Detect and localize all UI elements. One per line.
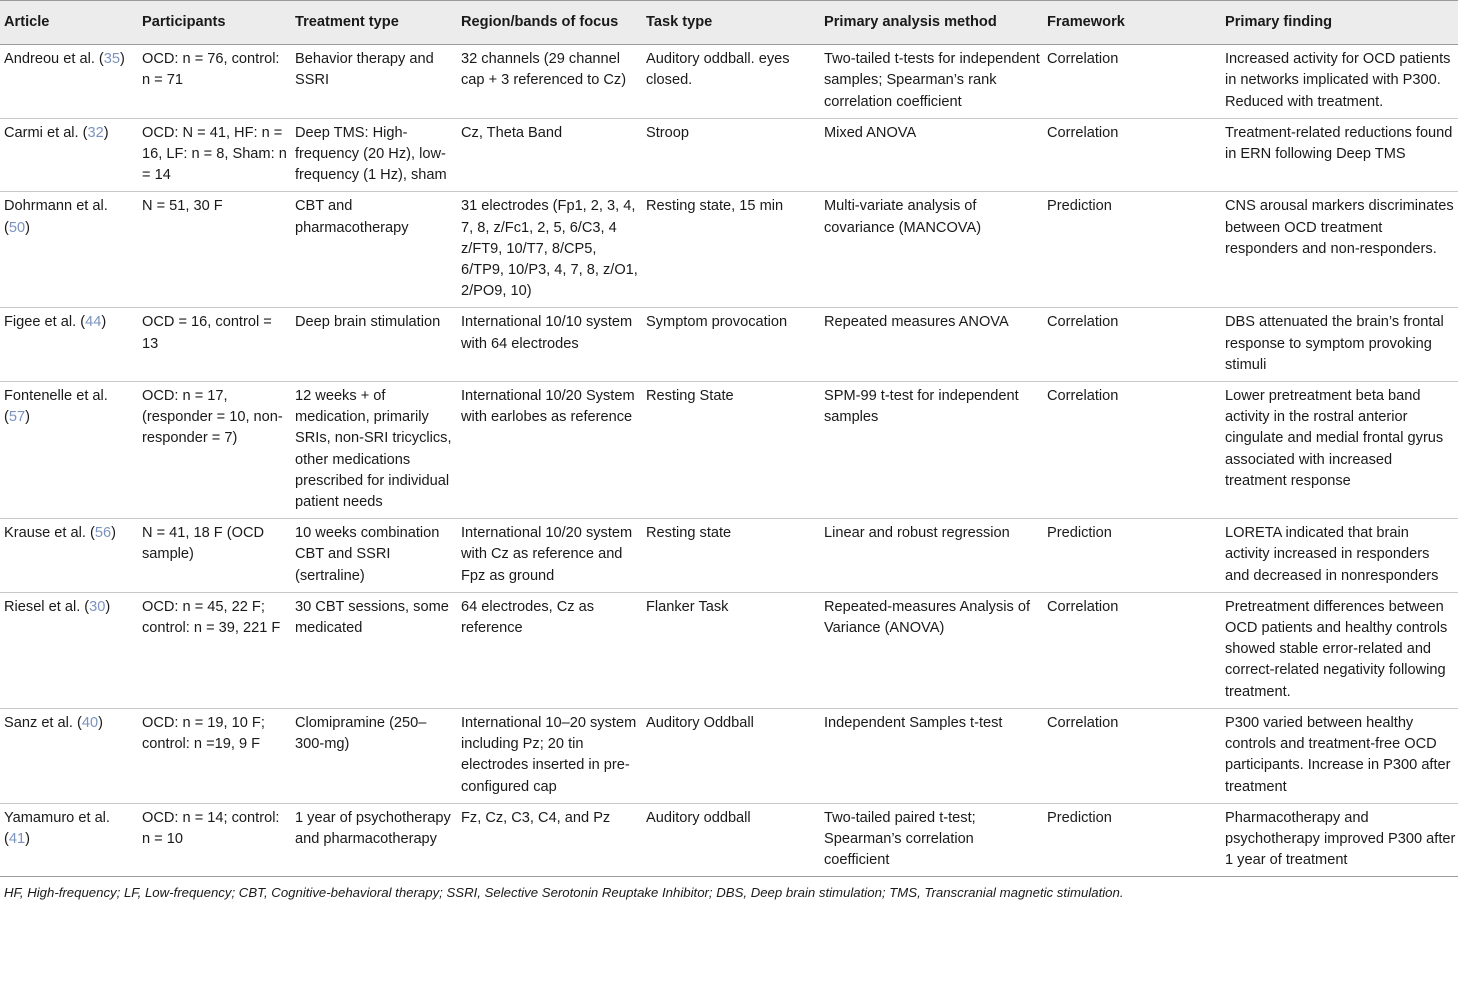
header-region: Region/bands of focus [457, 1, 642, 45]
table-row [0, 45, 1458, 119]
article-paren: ) [103, 124, 109, 141]
reference-link[interactable]: 35 [103, 51, 121, 68]
article-author: Yamamuro et al. ( [4, 809, 110, 847]
article-author: Fontenelle et al. ( [4, 388, 108, 426]
analysis-method-cell: Linear and robust regression [820, 519, 1043, 593]
article-paren: ) [25, 830, 30, 847]
article-cell [0, 803, 138, 877]
finding-cell: P300 varied between healthy controls and treatment-free OCD participants. Increase in P300 after treatment [1221, 708, 1458, 803]
header-primary-finding: Primary finding [1221, 1, 1458, 45]
framework-cell: Correlation [1043, 118, 1221, 192]
participants-cell: N = 51, 30 F [138, 192, 291, 308]
table-footnote: HF, High-frequency; LF, Low-frequency; CBT, Cognitive-behavioral therapy; SSRI, Selective Serotonin Reuptake Inhibitor; DBS, Deep brain stimulation; TMS, Transcranial magnetic stimulation. [4, 885, 1124, 901]
article-author: Figee et al. ( [4, 314, 86, 331]
treatment-cell: Deep brain stimulation [291, 308, 457, 382]
framework-cell: Correlation [1043, 708, 1221, 803]
treatment-cell: 10 weeks combination CBT and SSRI (sertraline) [291, 519, 457, 593]
participants-cell: OCD: N = 41, HF: n = 16, LF: n = 8, Sham: n = 14 [138, 118, 291, 192]
article-cell [0, 192, 138, 308]
framework-cell: Correlation [1043, 308, 1221, 382]
table-header [0, 1, 1458, 45]
article-author: Sanz et al. ( [4, 714, 82, 731]
participants-cell: N = 41, 18 F (OCD sample) [138, 519, 291, 593]
article-author: Andreou et al. ( [4, 51, 104, 68]
participants-cell: OCD: n = 19, 10 F; control: n =19, 9 F [138, 708, 291, 803]
article-cell [0, 592, 138, 708]
reference-link[interactable]: 40 [81, 714, 99, 731]
reference-link[interactable]: 50 [8, 219, 26, 236]
finding-cell: CNS arousal markers discriminates between OCD treatment responders and non-responders. [1221, 192, 1458, 308]
header-analysis-method: Primary analysis method [820, 1, 1043, 45]
header-treatment-type: Treatment type [291, 1, 457, 45]
participants-cell: OCD: n = 14; control: n = 10 [138, 803, 291, 877]
analysis-method-cell: Independent Samples t-test [820, 708, 1043, 803]
article-cell [0, 708, 138, 803]
task-type-cell: Resting State [642, 382, 820, 519]
article-author: Krause et al. ( [4, 525, 95, 542]
article-paren: ) [111, 525, 116, 542]
finding-cell: Increased activity for OCD patients in networks implicated with P300. Reduced with treatment. [1221, 45, 1458, 119]
treatment-cell: Clomipramine (250–300-mg) [291, 708, 457, 803]
participants-cell: OCD: n = 17, (responder = 10, non-responder = 7) [138, 382, 291, 519]
reference-link[interactable]: 32 [87, 124, 104, 141]
finding-cell: Pretreatment differences between OCD patients and healthy controls showed stable error-related and correct-related negativity following treatment. [1221, 592, 1458, 708]
article-cell [0, 118, 138, 192]
task-type-cell: Symptom provocation [642, 308, 820, 382]
treatment-cell: 12 weeks + of medication, primarily SRIs, non-SRI tricyclics, other medications prescribed for individual patient needs [291, 382, 457, 519]
reference-link[interactable]: 30 [89, 598, 106, 615]
analysis-method-cell: Repeated-measures Analysis of Variance (ANOVA) [820, 592, 1043, 708]
finding-cell: LORETA indicated that brain activity increased in responders and decreased in nonresponders [1221, 519, 1458, 593]
header-framework: Framework [1043, 1, 1221, 45]
analysis-method-cell: SPM-99 t-test for independent samples [820, 382, 1043, 519]
article-cell [0, 519, 138, 593]
article-author: Carmi et al. ( [4, 124, 88, 141]
framework-cell: Correlation [1043, 45, 1221, 119]
analysis-method-cell: Repeated measures ANOVA [820, 308, 1043, 382]
header-task-type: Task type [642, 1, 820, 45]
task-type-cell: Resting state, 15 min [642, 192, 820, 308]
article-paren: ) [120, 51, 125, 68]
region-cell: International 10/20 System with earlobes as reference [457, 382, 642, 519]
header-row [0, 1, 1458, 45]
article-author: Dohrmann et al. ( [4, 198, 108, 236]
analysis-method-cell: Two-tailed t-tests for independent samples; Spearman’s rank correlation coefficient [820, 45, 1043, 119]
analysis-method-cell: Multi-variate analysis of covariance (MANCOVA) [820, 192, 1043, 308]
treatment-cell: CBT and pharmacotherapy [291, 192, 457, 308]
finding-cell: Treatment-related reductions found in ERN following Deep TMS [1221, 118, 1458, 192]
reference-link[interactable]: 41 [8, 830, 26, 847]
task-type-cell: Resting state [642, 519, 820, 593]
table-row [0, 803, 1458, 877]
region-cell: Cz, Theta Band [457, 118, 642, 192]
participants-cell: OCD: n = 76, control: n = 71 [138, 45, 291, 119]
reference-link[interactable]: 57 [8, 409, 26, 426]
table-row [0, 382, 1458, 519]
participants-cell: OCD = 16, control = 13 [138, 308, 291, 382]
table-row [0, 118, 1458, 192]
region-cell: Fz, Cz, C3, C4, and Pz [457, 803, 642, 877]
article-paren: ) [101, 314, 107, 331]
framework-cell: Correlation [1043, 592, 1221, 708]
task-type-cell: Auditory Oddball [642, 708, 820, 803]
table-row [0, 592, 1458, 708]
finding-cell: Pharmacotherapy and psychotherapy improved P300 after 1 year of treatment [1221, 803, 1458, 877]
article-paren: ) [98, 714, 103, 731]
article-paren: ) [105, 598, 111, 615]
treatment-cell: 30 CBT sessions, some medicated [291, 592, 457, 708]
region-cell: International 10–20 system including Pz; 20 tin electrodes inserted in pre-configured cap [457, 708, 642, 803]
finding-cell: DBS attenuated the brain’s frontal response to symptom provoking stimuli [1221, 308, 1458, 382]
framework-cell: Prediction [1043, 519, 1221, 593]
table-row [0, 519, 1458, 593]
framework-cell: Prediction [1043, 803, 1221, 877]
table-row [0, 308, 1458, 382]
article-paren: ) [25, 219, 30, 236]
header-participants: Participants [138, 1, 291, 45]
framework-cell: Correlation [1043, 382, 1221, 519]
region-cell: 64 electrodes, Cz as reference [457, 592, 642, 708]
framework-cell: Prediction [1043, 192, 1221, 308]
task-type-cell: Auditory oddball. eyes closed. [642, 45, 820, 119]
table-row [0, 708, 1458, 803]
finding-cell: Lower pretreatment beta band activity in the rostral anterior cingulate and medial frontal gyrus associated with increased treatment response [1221, 382, 1458, 519]
analysis-method-cell: Mixed ANOVA [820, 118, 1043, 192]
treatment-cell: 1 year of psychotherapy and pharmacotherapy [291, 803, 457, 877]
participants-cell: OCD: n = 45, 22 F; control: n = 39, 221 F [138, 592, 291, 708]
article-paren: ) [25, 409, 30, 426]
article-cell [0, 308, 138, 382]
treatment-cell: Deep TMS: High-frequency (20 Hz), low-frequency (1 Hz), sham [291, 118, 457, 192]
region-cell: 31 electrodes (Fp1, 2, 3, 4, 7, 8, z/Fc1, 2, 5, 6/C3, 4 z/FT9, 10/T7, 8/CP5, 6/TP9, 10/P3, 4, 7, 8, z/O1, 2/PO9, 10) [457, 192, 642, 308]
treatment-cell: Behavior therapy and SSRI [291, 45, 457, 119]
reference-link[interactable]: 56 [94, 525, 112, 542]
table-row [0, 192, 1458, 308]
header-article: Article [0, 1, 138, 45]
region-cell: International 10/10 system with 64 electrodes [457, 308, 642, 382]
article-cell [0, 382, 138, 519]
article-author: Riesel et al. ( [4, 598, 90, 615]
task-type-cell: Auditory oddball [642, 803, 820, 877]
table-body [0, 45, 1458, 877]
task-type-cell: Stroop [642, 118, 820, 192]
task-type-cell: Flanker Task [642, 592, 820, 708]
region-cell: 32 channels (29 channel cap + 3 referenced to Cz) [457, 45, 642, 119]
reference-link[interactable]: 44 [85, 314, 102, 331]
article-cell [0, 45, 138, 119]
analysis-method-cell: Two-tailed paired t-test; Spearman’s correlation coefficient [820, 803, 1043, 877]
region-cell: International 10/20 system with Cz as reference and Fpz as ground [457, 519, 642, 593]
